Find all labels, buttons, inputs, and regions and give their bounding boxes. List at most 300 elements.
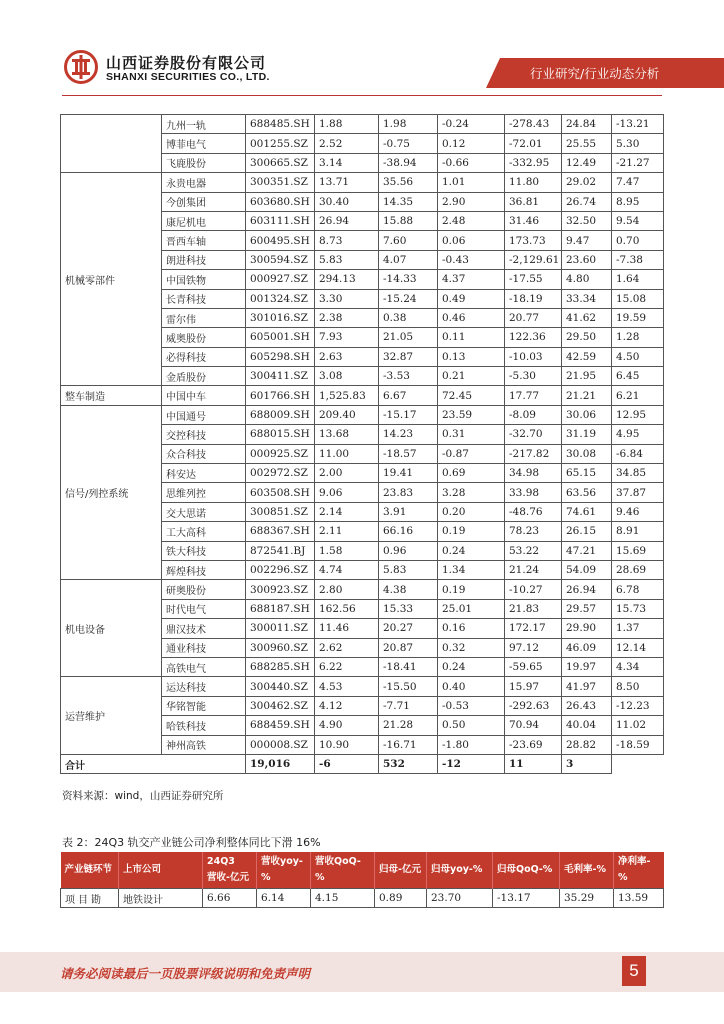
company-name-cell: 哈铁科技: [162, 716, 246, 735]
table-cell: 17.77: [505, 386, 562, 405]
table-cell: 项目勘: [61, 889, 119, 908]
table-cell: 2.14: [315, 502, 379, 521]
company-name-cell: 博菲电气: [162, 134, 246, 153]
table-cell: 4.80: [562, 270, 612, 289]
table-cell: 0.40: [438, 677, 505, 696]
company-name-cell: 朗进科技: [162, 250, 246, 269]
table-cell: 1.37: [612, 619, 664, 638]
table-cell: 13.59: [614, 889, 664, 908]
table-cell: -7.38: [612, 250, 664, 269]
table-cell: -217.82: [505, 444, 562, 463]
table-cell: 40.04: [562, 716, 612, 735]
header-net-profit: 归母-亿元: [375, 852, 427, 889]
table-cell: 3.91: [379, 502, 438, 521]
table-cell: -13.17: [493, 889, 560, 908]
company-name-cell: 长青科技: [162, 289, 246, 308]
table-cell: 12.49: [562, 153, 612, 172]
table-cell: 65.15: [562, 464, 612, 483]
table-cell: 33.98: [505, 483, 562, 502]
table-cell: 30.06: [562, 405, 612, 424]
table-cell: 0.24: [438, 657, 505, 676]
table-row: [61, 405, 664, 424]
table-cell: 97.12: [505, 638, 562, 657]
table-cell: 21.21: [562, 386, 612, 405]
header-gross-margin: 毛利率-%: [560, 852, 614, 889]
table-cell: 122.36: [505, 328, 562, 347]
header-net-profit-yoy: 归母yoy-%: [427, 852, 493, 889]
table-cell: 6.21: [612, 386, 664, 405]
company-name-cell: 中国铁物: [162, 270, 246, 289]
table-cell: 26.43: [562, 696, 612, 715]
table-cell: -32.70: [505, 425, 562, 444]
header-revenue-label: 营收-亿元: [207, 872, 249, 883]
table-cell: 47.21: [562, 541, 612, 560]
table-cell: 7.47: [612, 173, 664, 192]
table-cell: 4.37: [438, 270, 505, 289]
table-cell: 35.29: [560, 889, 614, 908]
company-name-cell: 神州高铁: [162, 735, 246, 754]
industry-chain-table: [60, 852, 664, 908]
company-name-cell: 交控科技: [162, 425, 246, 444]
table-cell: 0.50: [438, 716, 505, 735]
table-cell: 0.06: [438, 231, 505, 250]
company-name-cell: 今创集团: [162, 192, 246, 211]
table-cell: 8.73: [315, 231, 379, 250]
table-cell: 37.87: [612, 483, 664, 502]
table-cell: 294.13: [315, 270, 379, 289]
table-cell: 300011.SZ: [246, 619, 315, 638]
table-cell: -15.24: [379, 289, 438, 308]
table-cell: -12: [438, 754, 505, 773]
table-cell: 300960.SZ: [246, 638, 315, 657]
table-cell: 172.17: [505, 619, 562, 638]
table-cell: -23.69: [505, 735, 562, 754]
table-cell: 000925.SZ: [246, 444, 315, 463]
table-cell: 66.16: [379, 522, 438, 541]
table-cell: 3: [562, 754, 612, 773]
table-cell: 70.94: [505, 716, 562, 735]
table-cell: 35.56: [379, 173, 438, 192]
table-cell: 600495.SH: [246, 231, 315, 250]
table-cell: 29.50: [562, 328, 612, 347]
table-cell: 13.71: [315, 173, 379, 192]
table-cell: 0.38: [379, 308, 438, 327]
header-company: 上市公司: [119, 852, 203, 889]
table-cell: 26.74: [562, 192, 612, 211]
table-cell: 23.70: [427, 889, 493, 908]
table-cell: 32.87: [379, 347, 438, 366]
table-cell: 36.81: [505, 192, 562, 211]
table-cell: -13.21: [612, 115, 664, 134]
table-cell: -15.50: [379, 677, 438, 696]
table-cell: -17.55: [505, 270, 562, 289]
table-cell: 1.01: [438, 173, 505, 192]
table-cell: 300665.SZ: [246, 153, 315, 172]
table-cell: 603111.SH: [246, 211, 315, 230]
table-cell: -5.30: [505, 367, 562, 386]
table-cell: 532: [379, 754, 438, 773]
table-cell: 30.08: [562, 444, 612, 463]
table-cell: 0.13: [438, 347, 505, 366]
table-cell: 33.34: [562, 289, 612, 308]
table-cell: 300351.SZ: [246, 173, 315, 192]
page-number: 5: [622, 956, 646, 986]
table-cell: -18.59: [612, 735, 664, 754]
report-type-banner: [500, 58, 724, 88]
table-cell: 0.70: [612, 231, 664, 250]
table-cell: 000927.SZ: [246, 270, 315, 289]
table-cell: 001255.SZ: [246, 134, 315, 153]
header-revenue: [203, 852, 257, 889]
table-cell: 0.11: [438, 328, 505, 347]
table-cell: 29.57: [562, 599, 612, 618]
table-cell: 21.28: [379, 716, 438, 735]
table-cell: -48.76: [505, 502, 562, 521]
table-cell: 19.97: [562, 657, 612, 676]
table-cell: 0.16: [438, 619, 505, 638]
company-name-en: SHANXI SECURITIES CO., LTD.: [106, 71, 270, 83]
header-net-margin: 净利率-%: [614, 852, 664, 889]
table-cell: 300411.SZ: [246, 367, 315, 386]
table-cell: 0.21: [438, 367, 505, 386]
table-cell: 11.80: [505, 173, 562, 192]
table-cell: 34.85: [612, 464, 664, 483]
table-cell: 688009.SH: [246, 405, 315, 424]
company-name-cell: 交大思诺: [162, 502, 246, 521]
table-cell: 7.93: [315, 328, 379, 347]
table-cell: -18.57: [379, 444, 438, 463]
company-name-cell: 中国中车: [162, 386, 246, 405]
table-cell: 21.05: [379, 328, 438, 347]
company-name-cell: 运达科技: [162, 677, 246, 696]
company-name-cell: 雷尔伟: [162, 308, 246, 327]
table-cell: 1.98: [379, 115, 438, 134]
table-cell: -332.95: [505, 153, 562, 172]
company-name-cell: 永贵电器: [162, 173, 246, 192]
table-cell: -0.66: [438, 153, 505, 172]
table-cell: -8.09: [505, 405, 562, 424]
table-cell: 3.28: [438, 483, 505, 502]
table-cell: -21.27: [612, 153, 664, 172]
header-chain-segment: 产业链环节: [61, 852, 119, 889]
table-cell: -16.71: [379, 735, 438, 754]
table-row: [61, 580, 664, 599]
table-cell: -18.41: [379, 657, 438, 676]
table-cell: 29.02: [562, 173, 612, 192]
source-note: 资料来源：wind，山西证券研究所: [62, 790, 224, 802]
table-cell: 4.07: [379, 250, 438, 269]
table-cell: -278.43: [505, 115, 562, 134]
table-cell: 25.01: [438, 599, 505, 618]
table-cell: 14.23: [379, 425, 438, 444]
table-cell: 0.12: [438, 134, 505, 153]
table-cell: 688367.SH: [246, 522, 315, 541]
table-cell: 300923.SZ: [246, 580, 315, 599]
table-cell: 1.88: [315, 115, 379, 134]
table-cell: 300594.SZ: [246, 250, 315, 269]
table-cell: 2.38: [315, 308, 379, 327]
table-cell: 21.24: [505, 560, 562, 579]
table-cell: 15.33: [379, 599, 438, 618]
table-cell: 21.83: [505, 599, 562, 618]
table-cell: 300462.SZ: [246, 696, 315, 715]
table-cell: -14.33: [379, 270, 438, 289]
table-cell: 11.46: [315, 619, 379, 638]
company-name-cell: 通业科技: [162, 638, 246, 657]
table-cell: 6.67: [379, 386, 438, 405]
table-cell: 3.30: [315, 289, 379, 308]
table-cell: 21.95: [562, 367, 612, 386]
table-cell: 8.91: [612, 522, 664, 541]
table-cell: 23.59: [438, 405, 505, 424]
table-row: [61, 115, 664, 134]
company-name-cell: 时代电气: [162, 599, 246, 618]
company-name-cell: 高铁电气: [162, 657, 246, 676]
report-type-label: 行业研究/行业动态分析: [530, 66, 660, 81]
table-cell: 9.47: [562, 231, 612, 250]
table-cell: 300851.SZ: [246, 502, 315, 521]
table-cell: 5.83: [315, 250, 379, 269]
table-cell: 15.88: [379, 211, 438, 230]
company-name-cell: 众合科技: [162, 444, 246, 463]
company-name-cell: 金盾股份: [162, 367, 246, 386]
company-name-cell: 康尼机电: [162, 211, 246, 230]
table-cell: 2.48: [438, 211, 505, 230]
table-cell: 688485.SH: [246, 115, 315, 134]
table-cell: 605001.SH: [246, 328, 315, 347]
table-cell: 4.50: [612, 347, 664, 366]
table-cell: 15.97: [505, 677, 562, 696]
company-name-cell: 晋西车轴: [162, 231, 246, 250]
table-cell: 2.00: [315, 464, 379, 483]
table-cell: 001324.SZ: [246, 289, 315, 308]
table-cell: 14.35: [379, 192, 438, 211]
table-cell: 34.98: [505, 464, 562, 483]
table-row: [61, 386, 664, 405]
page-footer: [0, 952, 724, 992]
table-cell: 603680.SH: [246, 192, 315, 211]
category-cell: [61, 115, 162, 173]
category-cell: 机械零部件: [61, 173, 162, 386]
table-cell: 0.49: [438, 289, 505, 308]
company-name-cell: 铁大科技: [162, 541, 246, 560]
table2-title: 表 2：24Q3 轨交产业链公司净利整体同比下滑 16%: [62, 836, 321, 849]
table-cell: 9.54: [612, 211, 664, 230]
table-cell: 0.96: [379, 541, 438, 560]
table-cell: 10.90: [315, 735, 379, 754]
company-name-cell: 九州一轨: [162, 115, 246, 134]
table-cell: -0.43: [438, 250, 505, 269]
table-cell: 688459.SH: [246, 716, 315, 735]
table-cell: 2.11: [315, 522, 379, 541]
table-cell: 6.78: [612, 580, 664, 599]
table-cell: 0.19: [438, 522, 505, 541]
company-financials-table: [60, 114, 664, 774]
company-name-cell: 华铭智能: [162, 696, 246, 715]
total-row: [61, 754, 664, 773]
table-cell: 0.24: [438, 541, 505, 560]
table-row: [61, 889, 664, 908]
table-cell: 23.83: [379, 483, 438, 502]
table-cell: 30.40: [315, 192, 379, 211]
table-cell: 20.77: [505, 308, 562, 327]
table-cell: 13.68: [315, 425, 379, 444]
table-cell: 12.14: [612, 638, 664, 657]
table-cell: 4.15: [311, 889, 375, 908]
company-logo-icon: [64, 50, 98, 84]
table-cell: -7.71: [379, 696, 438, 715]
table-cell: 72.45: [438, 386, 505, 405]
table-cell: 603508.SH: [246, 483, 315, 502]
table-cell: -3.53: [379, 367, 438, 386]
disclaimer-text: 请务必阅读最后一页股票评级说明和免责声明: [60, 966, 311, 981]
table-cell: 15.73: [612, 599, 664, 618]
table-cell: 002972.SZ: [246, 464, 315, 483]
company-name-cell: 研奥股份: [162, 580, 246, 599]
table-cell: 3.08: [315, 367, 379, 386]
table-cell: 7.60: [379, 231, 438, 250]
table-cell: 28.69: [612, 560, 664, 579]
company-name-cell: 鼎汉技术: [162, 619, 246, 638]
table-cell: 26.15: [562, 522, 612, 541]
table-cell: -18.19: [505, 289, 562, 308]
table-cell: 301016.SZ: [246, 308, 315, 327]
table-cell: 41.62: [562, 308, 612, 327]
table-cell: -12.23: [612, 696, 664, 715]
table-cell: 53.22: [505, 541, 562, 560]
table-cell: 2.62: [315, 638, 379, 657]
header-divider: [62, 95, 662, 96]
table-cell: 6.66: [203, 889, 257, 908]
table-cell: 0.69: [438, 464, 505, 483]
table-cell: 12.95: [612, 405, 664, 424]
table2-header-row: [61, 852, 664, 889]
table-cell: 31.46: [505, 211, 562, 230]
table-cell: 5.83: [379, 560, 438, 579]
header-period: 24Q3: [207, 856, 235, 867]
category-cell: 机电设备: [61, 580, 162, 677]
table-cell: 173.73: [505, 231, 562, 250]
table-cell: -1.80: [438, 735, 505, 754]
table-cell: 15.69: [612, 541, 664, 560]
table-cell: 4.74: [315, 560, 379, 579]
category-cell: 信号/列控系统: [61, 405, 162, 580]
table-cell: 42.59: [562, 347, 612, 366]
company-name-cn: 山西证券股份有限公司: [106, 54, 267, 72]
table-cell: 209.40: [315, 405, 379, 424]
table-cell: 1,525.83: [315, 386, 379, 405]
table-cell: 11.02: [612, 716, 664, 735]
table-cell: 605298.SH: [246, 347, 315, 366]
company-name-cell: 飞鹿股份: [162, 153, 246, 172]
table-cell: 300440.SZ: [246, 677, 315, 696]
header-net-profit-qoq: 归母QoQ-%: [493, 852, 560, 889]
company-name-cell: 必得科技: [162, 347, 246, 366]
table-cell: 26.94: [562, 580, 612, 599]
table-cell: 688015.SH: [246, 425, 315, 444]
table-cell: -59.65: [505, 657, 562, 676]
table-cell: 4.90: [315, 716, 379, 735]
table-cell: -10.03: [505, 347, 562, 366]
category-cell: 整车制造: [61, 386, 162, 405]
table-cell: 24.84: [562, 115, 612, 134]
table-cell: 26.94: [315, 211, 379, 230]
company-name-cell: 工大高科: [162, 522, 246, 541]
table-cell: 2.52: [315, 134, 379, 153]
table-cell: 0.46: [438, 308, 505, 327]
company-name-cell: 辉煌科技: [162, 560, 246, 579]
table-cell: 2.80: [315, 580, 379, 599]
company-name-cell: 中国通号: [162, 405, 246, 424]
table-cell: 11: [505, 754, 562, 773]
table-cell: -0.75: [379, 134, 438, 153]
table-cell: 688285.SH: [246, 657, 315, 676]
table-cell: 0.89: [375, 889, 427, 908]
company-name-cell: 威奥股份: [162, 328, 246, 347]
table-cell: 2.90: [438, 192, 505, 211]
table-cell: 0.20: [438, 502, 505, 521]
table-cell: 19.59: [612, 308, 664, 327]
table-cell: 8.50: [612, 677, 664, 696]
table-cell: 4.53: [315, 677, 379, 696]
table-cell: 25.55: [562, 134, 612, 153]
table-cell: 63.56: [562, 483, 612, 502]
table-cell: 2.63: [315, 347, 379, 366]
table-cell: 29.90: [562, 619, 612, 638]
table-cell: 002296.SZ: [246, 560, 315, 579]
table-cell: 32.50: [562, 211, 612, 230]
table-cell: 0.19: [438, 580, 505, 599]
category-cell: 运营维护: [61, 677, 162, 755]
table-cell: 0.31: [438, 425, 505, 444]
table-cell: 000008.SZ: [246, 735, 315, 754]
table-cell: 19.41: [379, 464, 438, 483]
table-cell: 6.45: [612, 367, 664, 386]
table-cell: 1.64: [612, 270, 664, 289]
total-label: 合计: [61, 754, 246, 773]
table-cell: 41.97: [562, 677, 612, 696]
table-cell: 23.60: [562, 250, 612, 269]
table-cell: 4.38: [379, 580, 438, 599]
table-cell: 地铁设计: [119, 889, 203, 908]
table-cell: -38.94: [379, 153, 438, 172]
table-cell: 1.28: [612, 328, 664, 347]
table-cell: 15.08: [612, 289, 664, 308]
table-cell: -72.01: [505, 134, 562, 153]
table-cell: 601766.SH: [246, 386, 315, 405]
table-cell: 4.34: [612, 657, 664, 676]
table-row: [61, 173, 664, 192]
table-cell: -2,129.61: [505, 250, 562, 269]
table-cell: -0.87: [438, 444, 505, 463]
page-header: [0, 0, 724, 100]
table-row: [61, 677, 664, 696]
table-cell: -0.53: [438, 696, 505, 715]
table-cell: 0.32: [438, 638, 505, 657]
table-cell: 78.23: [505, 522, 562, 541]
header-revenue-yoy: 营收yoy-%: [257, 852, 311, 889]
table-cell: 31.19: [562, 425, 612, 444]
table-cell: -292.63: [505, 696, 562, 715]
table-cell: 8.95: [612, 192, 664, 211]
table-cell: 872541.BJ: [246, 541, 315, 560]
header-revenue-qoq: 营收QoQ-%: [311, 852, 375, 889]
company-name-cell: 思维列控: [162, 483, 246, 502]
table-cell: 5.30: [612, 134, 664, 153]
table-cell: 6.14: [257, 889, 311, 908]
table-cell: 3.14: [315, 153, 379, 172]
table1-body: [61, 115, 664, 774]
